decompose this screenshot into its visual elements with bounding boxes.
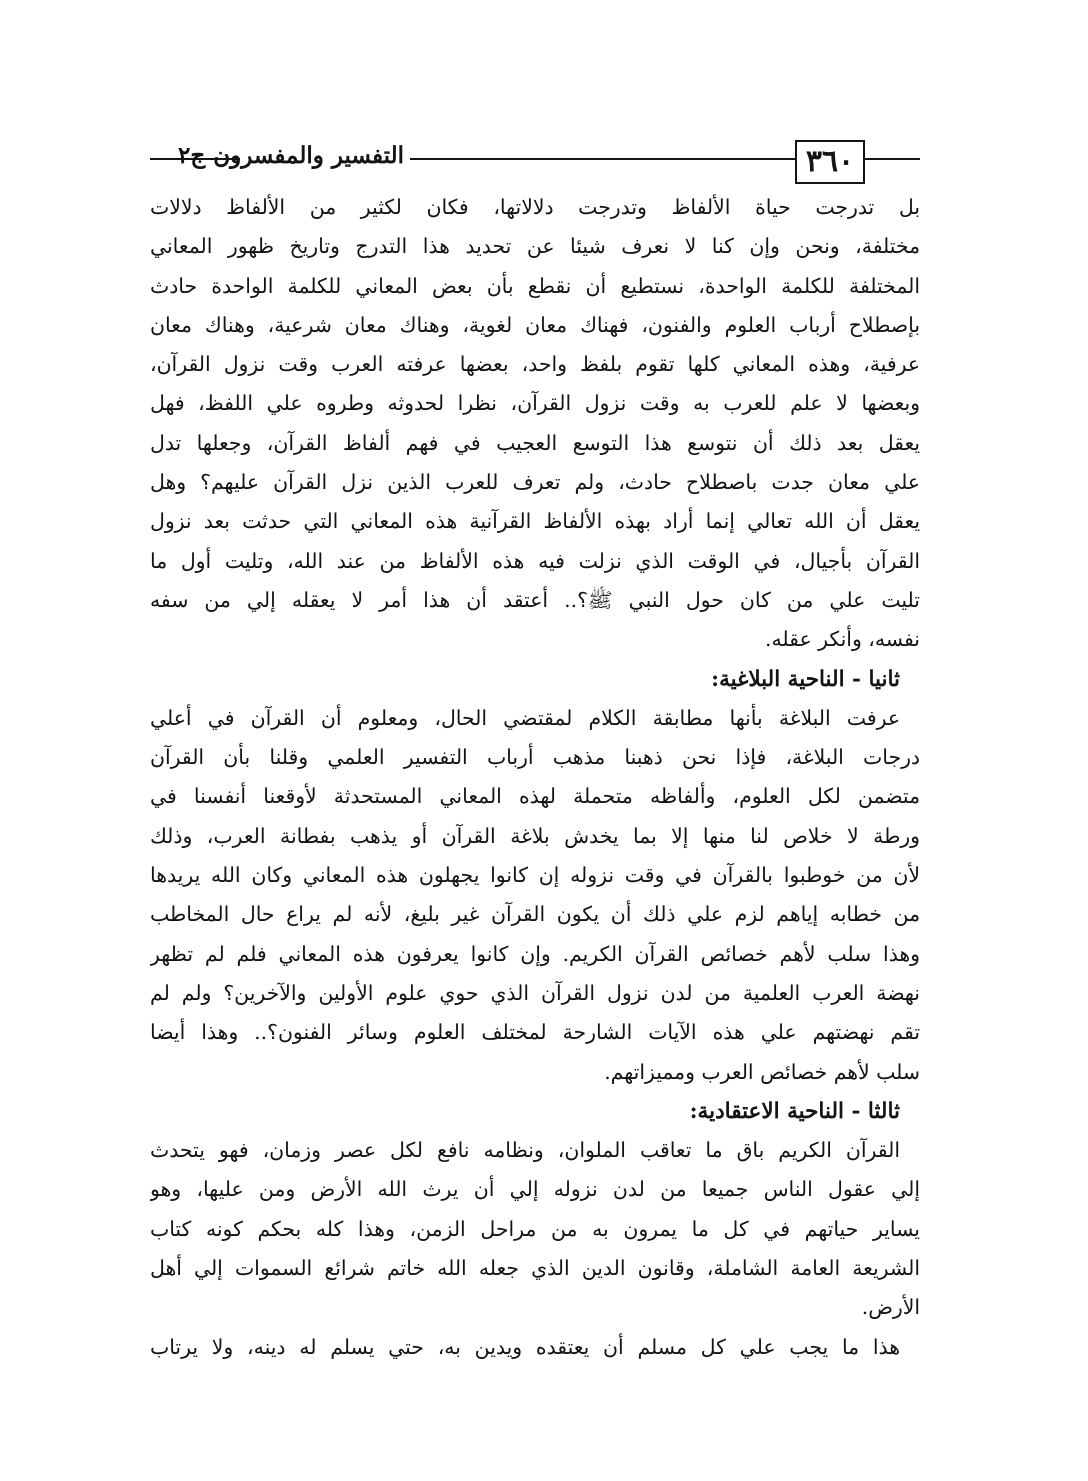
text-line: يعقل بعد ذلك أن نتوسع هذا التوسع العجيب في فهم ألفاظ القرآن، وجعلها تدل	[150, 430, 920, 455]
text-line: علي معان جدت باصطلاح حادث، ولم تعرف للعرب الذين نزل القرآن عليهم؟ وهل	[150, 470, 920, 495]
text-line: إلي عقول الناس جميعا من لدن نزوله إلي أن يرث الله الأرض ومن عليها، وهو	[150, 1177, 920, 1202]
text-line: يعقل أن الله تعالي إنما أراد بهذه الألفاظ القرآنية هذه المعاني التي حدثت بعد نزول	[150, 509, 920, 534]
text-line: القرآن الكريم باق ما تعاقب الملوان، ونظامه نافع لكل عصر وزمان، فهو يتحدث	[150, 1138, 900, 1163]
book-title: التفسير والمفسرون ج٢	[178, 142, 404, 169]
text-line: القرآن بأجيال، في الوقت الذي نزلت فيه هذه الألفاظ من عند الله، وتليت أول ما	[150, 548, 920, 573]
text-line: ورطة لا خلاص لنا منها إلا بما يخدش بلاغة القرآن أو يذهب بفطانة العرب، وذلك	[150, 823, 920, 848]
text-line: يساير حياتهم في كل ما يمرون به من مراحل الزمن، وهذا كله بحكم كونه كتاب	[150, 1216, 920, 1241]
header-rule-right	[865, 158, 920, 160]
book-page	[150, 132, 920, 1372]
closing-paragraph	[150, 1328, 920, 1367]
section-heading-doctrinal: ثالثا - الناحية الاعتقادية:	[689, 1098, 900, 1124]
text-line: وبعضها لا علم للعرب به وقت نزول القرآن، نظرا لحدوثه وطروه علي اللفظ، فهل	[150, 391, 920, 416]
text-line: وهذا سلب لأهم خصائص القرآن الكريم. وإن كانوا يعرفون هذه المعاني فلم لم تظهر	[150, 941, 920, 966]
text-line: لأن من خوطبوا بالقرآن في وقت نزوله إن كانوا يجهلون هذه المعاني وكان الله يريدها	[150, 863, 920, 888]
text-line: مختلفة، ونحن وإن كنا لا نعرف شيئا عن تحديد هذا التدرج وتاريخ ظهور المعاني	[150, 234, 920, 259]
text-line: نهضة العرب العلمية من لدن نزول القرآن الذي حوي علوم الأولين والآخرين؟ ولم لم	[150, 980, 920, 1005]
text-line: الشريعة العامة الشاملة، وقانون الدين الذي جعله الله خاتم شرائع السموات إلي أهل	[150, 1256, 920, 1281]
text-line: سلب لأهم خصائص العرب ومميزاتهم.	[604, 1059, 920, 1084]
page-number: ٣٦٠	[795, 140, 865, 184]
doctrinal-paragraph	[150, 1131, 920, 1327]
section-heading-rhetorical: ثانيا - الناحية البلاغية:	[711, 666, 900, 692]
text-line: تقم نهضتهم علي هذه الآيات الشارحة لمختلف العلوم وسائر الفنون؟.. وهذا أيضا	[150, 1020, 920, 1045]
header-rule-middle	[410, 158, 797, 160]
text-line: متضمن لكل العلوم، وألفاظه متحملة لهذه المعاني المستحدثة لأوقعنا أنفسنا في	[150, 784, 920, 809]
text-line: درجات البلاغة، فإذا نحن ذهبنا مذهب أرباب التفسير العلمي وقلنا بأن القرآن	[150, 745, 920, 770]
header-rule-left	[150, 158, 240, 160]
text-line: نفسه، وأنكر عقله.	[764, 627, 920, 652]
text-line: المختلفة للكلمة الواحدة، نستطيع أن نقطع بأن بعض المعاني للكلمة الواحدة حادث	[150, 273, 920, 298]
text-line: عرفت البلاغة بأنها مطابقة الكلام لمقتضي الحال، ومعلوم أن القرآن في أعلي	[150, 705, 900, 730]
text-line: تليت علي من كان حول النبي ﷺ؟.. أعتقد أن هذا أمر لا يعقله إلي من سفه	[150, 587, 920, 612]
text-line: عرفية، وهذه المعاني كلها تقوم بلفظ واحد، بعضها عرفته العرب وقت نزول القرآن،	[150, 352, 920, 377]
text-line: بإصطلاح أرباب العلوم والفنون، فهناك معان لغوية، وهناك معان شرعية، وهناك معان	[150, 312, 920, 337]
rhetorical-paragraph	[150, 699, 920, 1092]
text-line: من خطابه إياهم لزم علي ذلك أن يكون القرآن غير بليغ، لأنه لم يراع حال المخاطب	[150, 902, 920, 927]
text-line: بل تدرجت حياة الألفاظ وتدرجت دلالاتها، فكان لكثير من الألفاظ دلالات	[150, 195, 920, 219]
intro-paragraph	[150, 188, 920, 660]
running-header	[150, 132, 920, 188]
text-line: الأرض.	[861, 1295, 920, 1320]
text-line: هذا ما يجب علي كل مسلم أن يعتقده ويدين به، حتي يسلم له دينه، ولا يرتاب	[150, 1334, 900, 1359]
